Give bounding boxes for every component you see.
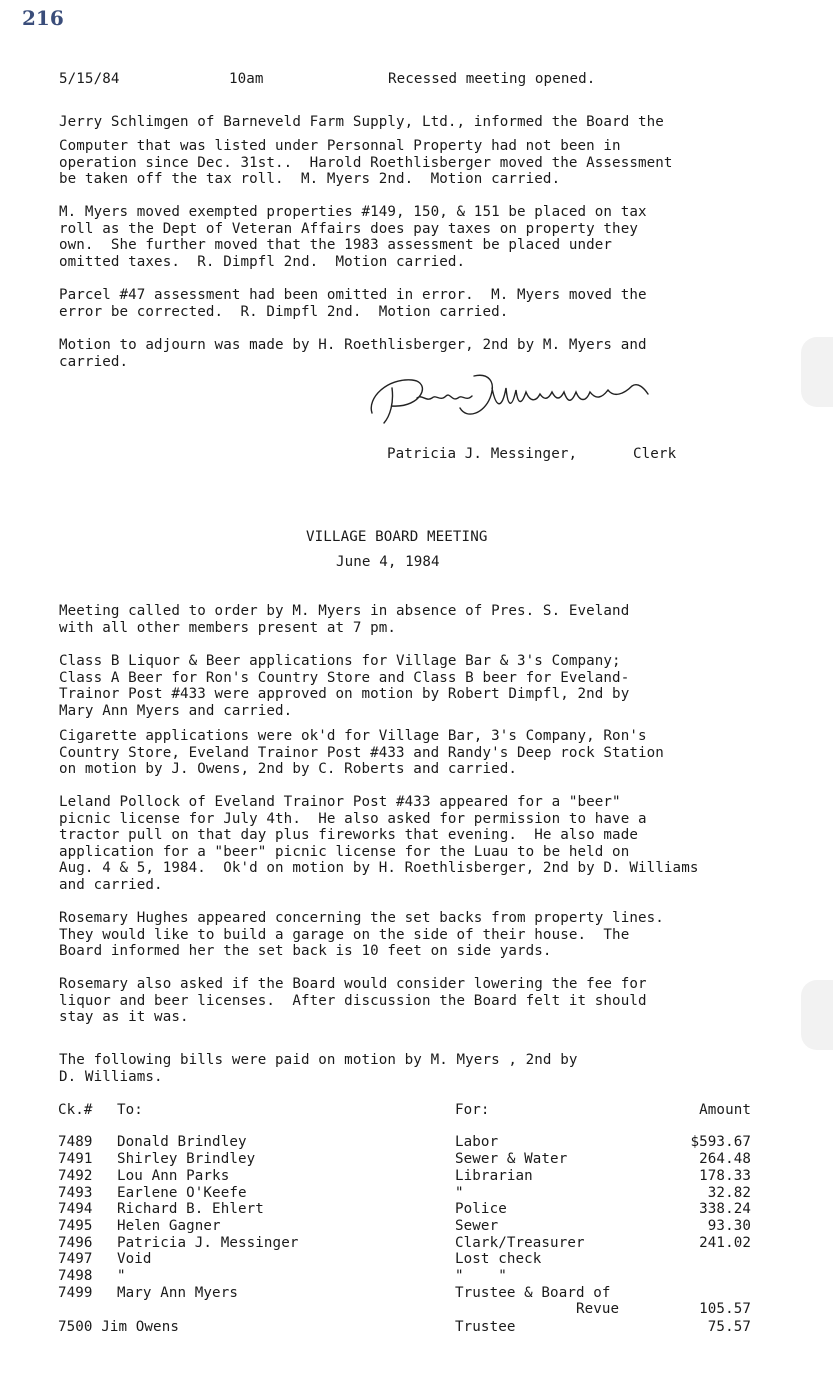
bill-payee: Donald Brindley — [117, 1134, 247, 1150]
meeting-paragraph-line: Country Store, Eveland Trainor Post #433 and Randy's Deep rock Station — [59, 744, 664, 761]
meeting-paragraph-line: and carried. — [59, 877, 163, 893]
bill-amount: 264.48 — [699, 1151, 751, 1167]
bill-amount: 32.82 — [707, 1185, 751, 1201]
bill-check-number: 7500 Jim Owens — [58, 1319, 179, 1335]
bill-check-number: 7499 — [58, 1285, 93, 1301]
meeting-paragraph-line: Class B Liquor & Beer applications for Village Bar & 3's Company; — [59, 653, 621, 669]
col-header-ck: Ck.# — [58, 1102, 93, 1118]
bill-purpose: Labor — [455, 1134, 499, 1150]
meeting-paragraph-line: The following bills were paid on motion by M. Myers , 2nd by — [59, 1052, 578, 1068]
col-header-to: To: — [117, 1102, 143, 1118]
bill-amount: 105.57 — [699, 1301, 751, 1317]
bill-purpose: Revue — [455, 1301, 620, 1317]
meeting-paragraph-line: D. Williams. — [59, 1068, 163, 1085]
minutes-paragraph-line: Computer that was listed under Personnal Property had not been in — [59, 138, 621, 154]
meeting-paragraph-line: Rosemary also asked if the Board would consider lowering the fee for — [59, 976, 647, 992]
bill-amount: $593.67 — [690, 1134, 751, 1150]
minutes-paragraph-line: M. Myers moved exempted properties #149, 150, & 151 be placed on tax — [59, 204, 647, 220]
minutes-paragraph-line: omitted taxes. R. Dimpfl 2nd. Motion carried. — [59, 253, 466, 270]
bill-check-number: 7493 — [58, 1185, 93, 1201]
bill-purpose: Librarian — [455, 1168, 533, 1184]
bill-payee: Mary Ann Myers — [117, 1285, 238, 1301]
handwritten-signature — [362, 368, 662, 428]
recess-time: 10am — [229, 71, 264, 87]
col-header-amount: Amount — [699, 1102, 751, 1118]
bill-payee: Earlene O'Keefe — [117, 1185, 247, 1201]
meeting-paragraph-line: Rosemary Hughes appeared concerning the set backs from property lines. — [59, 910, 664, 926]
meeting-paragraph-line: application for a "beer" picnic license for the Luau to be held on — [59, 843, 630, 860]
meeting-paragraph-line: on motion by J. Owens, 2nd by C. Roberts and carried. — [59, 761, 518, 778]
meeting-paragraph-line: picnic license for July 4th. He also asked for permission to have a — [59, 810, 647, 827]
bill-check-number: 7497 — [58, 1251, 93, 1267]
bill-purpose: Clark/Treasurer — [455, 1235, 585, 1251]
minutes-paragraph-line: error be corrected. R. Dimpfl 2nd. Motion carried. — [59, 303, 509, 320]
bill-check-number: 7498 — [58, 1268, 93, 1284]
meeting-paragraph-line: Aug. 4 & 5, 1984. Ok'd on motion by H. Roethlisberger, 2nd by D. Williams — [59, 860, 699, 877]
bill-amount: 178.33 — [699, 1168, 751, 1184]
signature-name: Patricia J. Messinger, — [387, 446, 578, 462]
meeting-paragraph-line: Mary Ann Myers and carried. — [59, 702, 293, 719]
minutes-paragraph-line: roll as the Dept of Veteran Affairs does pay taxes on property they — [59, 220, 638, 237]
bill-payee: Patricia J. Messinger — [117, 1235, 299, 1251]
bill-purpose: Trustee — [455, 1319, 516, 1335]
meeting-paragraph-line: tractor pull on that day plus fireworks that evening. He also made — [59, 827, 638, 844]
meeting-paragraph-line: with all other members present at 7 pm. — [59, 619, 397, 636]
page-number: 216 — [22, 6, 64, 30]
recess-event: Recessed meeting opened. — [388, 71, 596, 87]
bill-amount: 75.57 — [707, 1319, 751, 1335]
meeting-paragraph-line: Board informed her the set back is 10 feet on side yards. — [59, 943, 552, 960]
minutes-paragraph-line: carried. — [59, 353, 129, 370]
meeting-paragraph-line: liquor and beer licenses. After discussion the Board felt it should — [59, 992, 647, 1009]
signature-title: Clerk — [633, 446, 677, 462]
bill-check-number: 7489 — [58, 1134, 93, 1150]
bill-payee: Helen Gagner — [117, 1218, 221, 1234]
meeting-date: June 4, 1984 — [336, 554, 440, 570]
bill-amount: 93.30 — [707, 1218, 751, 1234]
bill-check-number: 7494 — [58, 1201, 93, 1217]
bill-payee: Lou Ann Parks — [117, 1168, 230, 1184]
recess-date: 5/15/84 — [59, 71, 120, 87]
minutes-paragraph-line: own. She further moved that the 1983 assessment be placed under — [59, 237, 613, 254]
col-header-for: For: — [455, 1102, 490, 1118]
bill-purpose: " — [455, 1185, 464, 1201]
bill-check-number: 7492 — [58, 1168, 93, 1184]
bill-purpose: Police — [455, 1201, 507, 1217]
meeting-paragraph-line: Meeting called to order by M. Myers in absence of Pres. S. Eveland — [59, 603, 630, 619]
bill-payee: Void — [117, 1251, 152, 1267]
bill-amount: 241.02 — [699, 1235, 751, 1251]
bill-check-number: 7491 — [58, 1151, 93, 1167]
meeting-paragraph-line: Cigarette applications were ok'd for Village Bar, 3's Company, Ron's — [59, 728, 647, 744]
bill-check-number: 7496 — [58, 1235, 93, 1251]
bill-amount: 338.24 — [699, 1201, 751, 1217]
bill-purpose: " " — [455, 1268, 507, 1284]
meeting-paragraph-line: They would like to build a garage on the side of their house. The — [59, 926, 630, 943]
minutes-paragraph-line: be taken off the tax roll. M. Myers 2nd. Motion carried. — [59, 171, 561, 188]
bill-payee: Shirley Brindley — [117, 1151, 256, 1167]
bill-purpose: Sewer & Water — [455, 1151, 568, 1167]
page-edge-tab — [801, 980, 833, 1050]
meeting-paragraph-line: Leland Pollock of Eveland Trainor Post #433 appeared for a "beer" — [59, 794, 621, 810]
minutes-paragraph-line: operation since Dec. 31st.. Harold Roethlisberger moved the Assessment — [59, 154, 673, 171]
bill-payee: " — [117, 1268, 126, 1284]
minutes-paragraph-line: Motion to adjourn was made by H. Roethlisberger, 2nd by M. Myers and — [59, 337, 647, 353]
bill-purpose: Trustee & Board of — [455, 1285, 611, 1301]
bill-check-number: 7495 — [58, 1218, 93, 1234]
minutes-paragraph-line: Parcel #47 assessment had been omitted in error. M. Myers moved the — [59, 287, 647, 303]
meeting-paragraph-line: Class A Beer for Ron's Country Store and Class B beer for Eveland- — [59, 669, 630, 686]
minutes-paragraph-line: Jerry Schlimgen of Barneveld Farm Supply, Ltd., informed the Board the — [59, 114, 664, 130]
bill-purpose: Sewer — [455, 1218, 499, 1234]
meeting-paragraph-line: stay as it was. — [59, 1009, 189, 1026]
page-edge-tab — [801, 337, 833, 407]
meeting-paragraph-line: Trainor Post #433 were approved on motion by Robert Dimpfl, 2nd by — [59, 686, 630, 703]
bill-payee: Richard B. Ehlert — [117, 1201, 264, 1217]
meeting-title: VILLAGE BOARD MEETING — [306, 529, 488, 545]
bill-purpose: Lost check — [455, 1251, 542, 1267]
